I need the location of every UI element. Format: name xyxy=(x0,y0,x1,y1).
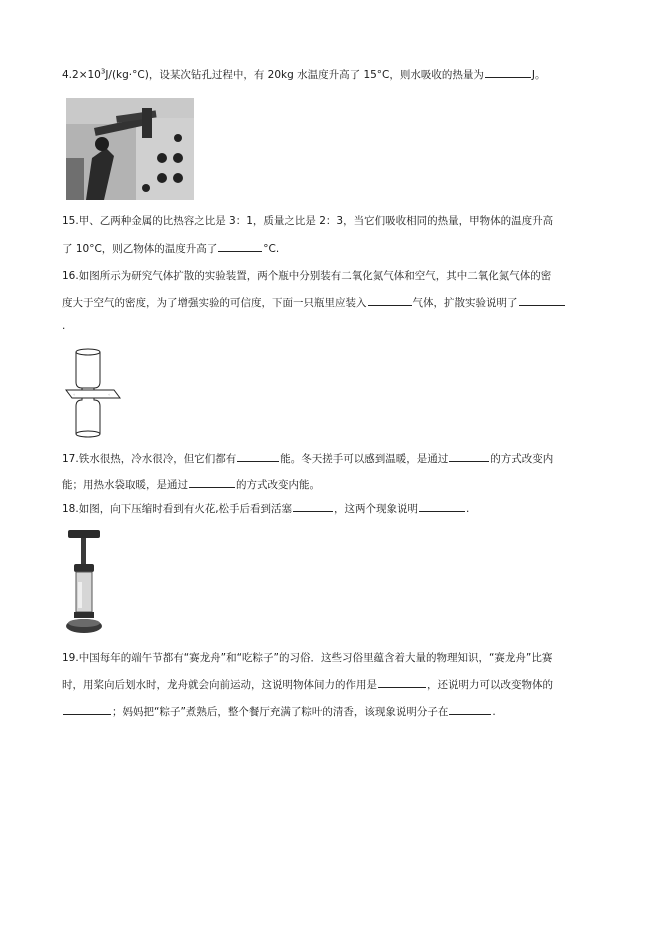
svg-text:◦: ◦ xyxy=(108,392,111,397)
q15-answer-blank[interactable] xyxy=(218,240,262,252)
q16-line-3 xyxy=(62,318,602,334)
q15-text-1: 15.甲、乙两种金属的比热容之比是 3：1，质量之比是 2：3，当它们吸收相同的热量，甲物体的温度升高 xyxy=(62,215,554,227)
q15-line-2 xyxy=(62,240,602,257)
q16-line-2 xyxy=(62,294,602,311)
q16-text-2b: 气体，扩散实验说明了 xyxy=(412,297,518,309)
q19-answer-blank-3[interactable] xyxy=(449,703,491,715)
q15-line-1 xyxy=(62,213,602,229)
q14-text-c: J。 xyxy=(531,69,546,81)
q18-line-1 xyxy=(62,500,602,517)
q17-answer-blank-1[interactable] xyxy=(237,450,279,462)
q17-line-2 xyxy=(62,476,602,493)
q19-text-2a: 时，用桨向后划水时，龙舟就会向前运动，这说明物体间力的作用是 xyxy=(62,679,377,691)
q16-answer-blank-2[interactable] xyxy=(519,294,565,306)
q17-text-2b: 的方式改变内能。 xyxy=(236,479,320,491)
q16-text-3: . xyxy=(62,320,66,332)
q14-superscript: 3 xyxy=(100,67,106,76)
q14-answer-blank[interactable] xyxy=(485,66,531,78)
q19-answer-blank-2[interactable] xyxy=(63,703,111,715)
q19-text-1: 19.中国每年的端午节都有“赛龙舟”和“吃粽子”的习俗．这些习俗里蕴含着大量的物理知识，“赛龙舟”比赛 xyxy=(62,652,553,664)
q19-text-3b: . xyxy=(492,706,496,718)
q18-answer-blank-2[interactable] xyxy=(419,500,465,512)
q16-text-1: 16.如图所示为研究气体扩散的实验装置，两个瓶中分别装有二氧化氮气体和空气，其中二氧化氮气体的密 xyxy=(62,270,552,282)
q17-answer-blank-3[interactable] xyxy=(189,476,235,488)
q19-text-2b: ，还说明力可以改变物体的 xyxy=(427,679,553,691)
q19-line-1 xyxy=(62,650,602,666)
q14-line-1 xyxy=(62,66,602,83)
q14-text-a: 4.2×10 xyxy=(62,69,101,81)
q16-line-1 xyxy=(62,268,602,284)
q17-text-1a: 17.铁水很热，冷水很冷，但它们都有 xyxy=(62,453,237,465)
q14-text-b: J/(kg·°C)，设某次钻孔过程中，有 20kg 水温度升高了 15°C，则水吸收的热量为 xyxy=(105,69,484,81)
q17-text-1c: 的方式改变内 xyxy=(490,453,554,465)
q19-line-2 xyxy=(62,676,602,693)
q18-text-1a: 18.如图，向下压缩时看到有火花,松手后看到活塞 xyxy=(62,503,293,515)
q17-line-1 xyxy=(62,450,602,467)
q19-line-3 xyxy=(62,703,602,720)
q17-text-2a: 能；用热水袋取暖，是通过 xyxy=(62,479,188,491)
q18-answer-blank-1[interactable] xyxy=(293,500,333,512)
q16-answer-blank-1[interactable] xyxy=(368,294,412,306)
fire-syringe-photo xyxy=(62,528,108,638)
q18-text-1c: . xyxy=(466,503,470,515)
q16-text-2a: 度大于空气的密度，为了增强实验的可信度，下面一只瓶里应装入 xyxy=(62,297,367,309)
drilling-photo xyxy=(66,98,194,200)
q17-text-1b: 能。冬天搓手可以感到温暖，是通过 xyxy=(280,453,449,465)
q17-answer-blank-2[interactable] xyxy=(449,450,489,462)
two-bottles-diagram xyxy=(64,344,124,440)
q15-text-2a: 了 10°C，则乙物体的温度升高了 xyxy=(62,243,218,255)
q18-text-1b: ，这两个现象说明 xyxy=(334,503,419,515)
q19-answer-blank-1[interactable] xyxy=(378,676,426,688)
q15-text-2b: °C. xyxy=(263,243,280,255)
q19-text-3a: ；妈妈把“粽子”煮熟后，整个餐厅充满了粽叶的清香，该现象说明分子在 xyxy=(112,706,449,718)
svg-text:◦: ◦ xyxy=(73,392,76,397)
